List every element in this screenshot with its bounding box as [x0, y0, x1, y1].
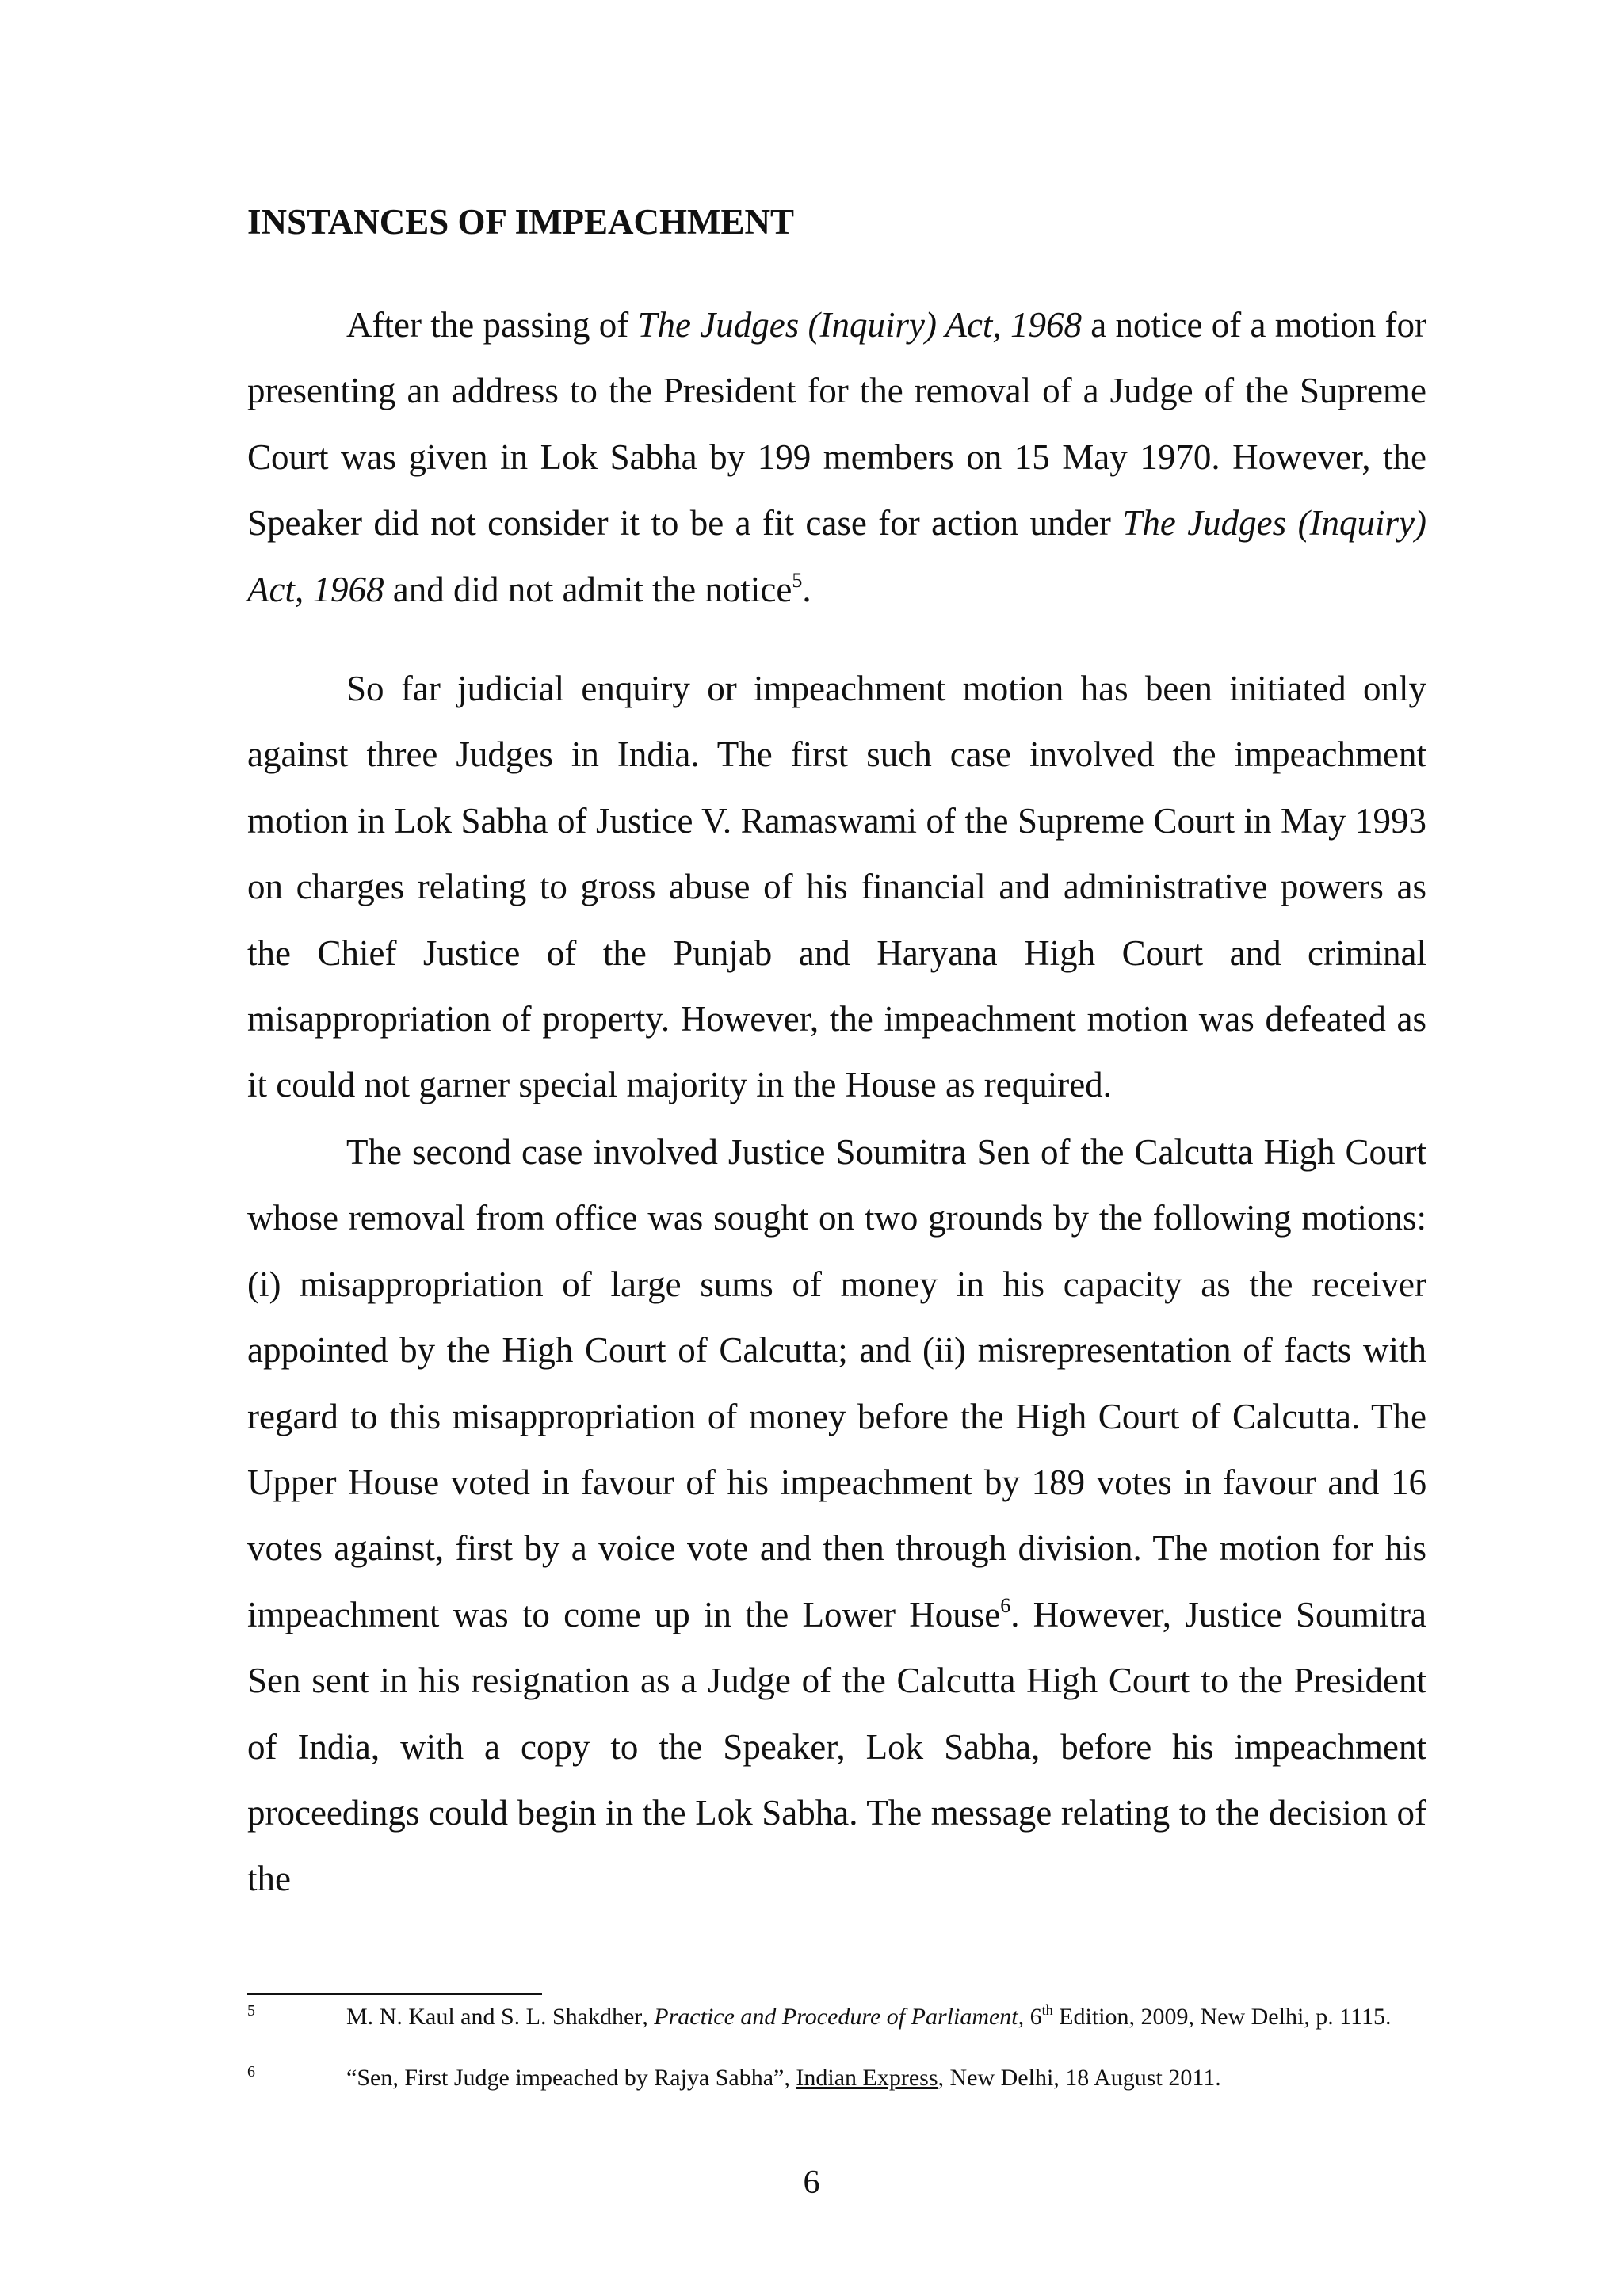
footnote-5: [247, 2003, 1426, 2031]
footnote-divider: [247, 1993, 542, 1995]
page-number: 6: [803, 2164, 820, 2201]
footnote-text-part: Edition, 2009, New Delhi, p. 1115.: [1052, 2004, 1392, 2030]
paragraph-1-text: .: [802, 569, 812, 609]
footnote-book-title: , Practice and Procedure of Parliament: [642, 2004, 1018, 2030]
footnote-text: [346, 2064, 1426, 2092]
footnote-text: [346, 2003, 1426, 2031]
footnote-number: 5: [247, 2002, 255, 2019]
footnote-article-title: “Sen, First Judge impeached by Rajya Sabha”,: [346, 2065, 796, 2091]
footnote-ref-5: 5: [792, 568, 803, 592]
footnote-text-part: , New Delhi, 18 August 2011.: [938, 2065, 1221, 2091]
paragraph-2: So far judicial enquiry or impeachment motion has been initiated only against three Judges in India. The first such case involved the impeachment motion in Lok Sabha of Justice V. Ramaswami of the Supreme Court in May 1993 on charges relating to gross abuse of his financial and administrative powers as the Chief Justice of the Punjab and Haryana High Court and criminal misappropriation of property. However, the impeachment motion was defeated as it could not garner special majority in the House as required.: [247, 669, 1426, 1105]
footnote-publication: Indian Express: [796, 2065, 938, 2091]
paragraph-1-text: a notice of a motion for presenting an address to the President for the removal of a Judge of the Supreme Court was given in Lok Sabha by 199 members on 15 May 1970. However, the Speaker did not consider it to be a fit case for action under: [247, 305, 1426, 543]
footnote-ref-6: 6: [1000, 1593, 1011, 1617]
paragraph-3-text: . However, Justice Soumitra Sen sent in his resignation as a Judge of the Calcutta High Court to the President of India, with a copy to the Speaker, Lok Sabha, before his impeachment proceedings could begin in the Lok Sabha. The message relating to the decision of the: [247, 1594, 1427, 1899]
footnote-authors: M. N. Kaul and S. L. Shakdher: [346, 2004, 643, 2030]
act-title: The Judges (Inquiry) Act, 1968: [637, 305, 1082, 345]
paragraph-1-text: and did not admit the notice: [384, 569, 792, 609]
section-heading: INSTANCES OF IMPEACHMENT: [247, 202, 795, 242]
paragraph-3: [247, 1119, 1426, 1913]
act-title: The Judges (Inquiry) Act, 1968: [247, 503, 1427, 609]
paragraph-1-text: After the passing of: [346, 305, 638, 345]
footnote-6: [247, 2064, 1426, 2092]
footnote-text-part: , 6: [1018, 2004, 1042, 2030]
footnote-ordinal: th: [1041, 2002, 1053, 2018]
paragraph-3-text: The second case involved Justice Soumitra Sen of the Calcutta High Court whose removal from office was sought on two grounds by the following motions: (i) misappropriation of large sums of money in his capacity as the receiver appointed by the High Court of Calcutta; and (ii) misrepresentation of facts with regard to this misappropriation of money before the High Court of Calcutta. The Upper House voted in favour of his impeachment by 189 votes in favour and 16 votes against, first by a voice vote and then through division. The motion for his impeachment was to come up in the Lower House: [247, 1132, 1426, 1634]
paragraph-1: [247, 292, 1426, 623]
footnote-number: 6: [247, 2063, 255, 2081]
